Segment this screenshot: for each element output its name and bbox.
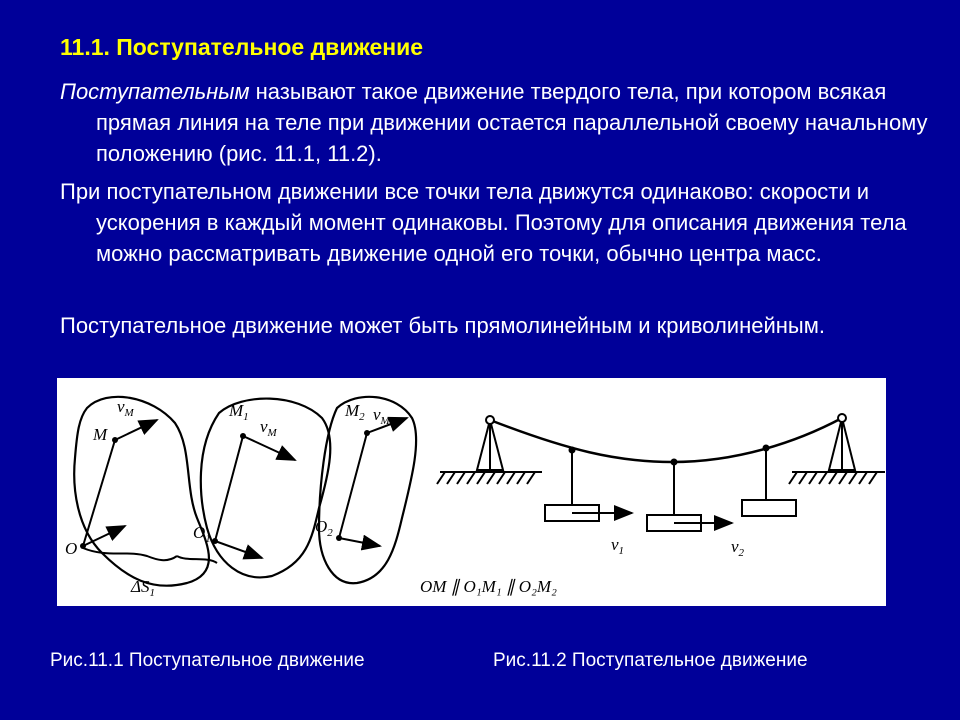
caption-fig-11-2: Рис.11.2 Поступательное движение <box>493 650 808 671</box>
block-3 <box>742 500 796 516</box>
ground-left <box>437 472 542 484</box>
definition-text: называют такое движение твердого тела, при котором всякая прямая линия на теле при движении остается параллельной своему начальному положению (рис. 11.1, 11.2). <box>96 79 928 166</box>
figure-drawing <box>57 378 886 606</box>
point-O <box>80 543 86 549</box>
point-M1 <box>240 433 246 439</box>
slide-title: 11.1. Поступательное движение <box>60 34 424 60</box>
body-2-vectors <box>177 436 295 563</box>
label-vM: $v_M$ <box>117 397 134 419</box>
paragraph-types: Поступательное движение может быть прямолинейным и криволинейным. <box>60 313 825 338</box>
label-O: O <box>65 539 78 558</box>
ground-right <box>789 472 885 484</box>
point-M <box>112 437 118 443</box>
label-delta-S1: $\Delta S_1$ <box>131 577 155 599</box>
label-parallel-relation: OM ∥ O₁M₁ ∥ O₂M₂ <box>420 577 557 596</box>
label-M1: $M_1$ <box>229 401 249 423</box>
support-right <box>829 418 855 470</box>
term-translational: Поступательным <box>60 79 250 104</box>
label-vM1: $v_M$ <box>260 417 277 439</box>
label-O1: $O_1$ <box>193 523 211 545</box>
label-M2: $M_2$ <box>345 401 365 423</box>
caption-fig-11-1: Рис.11.1 Поступательное движение <box>50 650 365 671</box>
support-left <box>477 420 503 470</box>
label-M: M <box>93 425 108 444</box>
figure-panel <box>57 378 886 606</box>
body-outline-3 <box>319 397 416 583</box>
hangers <box>572 448 766 515</box>
curved-beam <box>490 418 842 462</box>
pivot-right <box>838 414 846 422</box>
label-vM2: $v_M$ <box>373 405 390 427</box>
paragraph-points: При поступательном движении все точки тела движутся одинаково: скорости и ускорения в каждый момент одинаковы. Поэтому для описания движения тела можно рассматривать движение одной его точки, обычно центра масс. <box>60 179 907 266</box>
body-3-vectors <box>339 418 407 546</box>
point-M2 <box>364 430 370 436</box>
pivot-left <box>486 416 494 424</box>
label-v1: $v_1$ <box>611 535 625 557</box>
paragraph-definition <box>60 76 956 169</box>
point-O2 <box>336 535 342 541</box>
label-O2: $O_2$ <box>315 517 333 539</box>
point-O1 <box>212 538 218 544</box>
label-v2: $v_2$ <box>731 537 745 559</box>
